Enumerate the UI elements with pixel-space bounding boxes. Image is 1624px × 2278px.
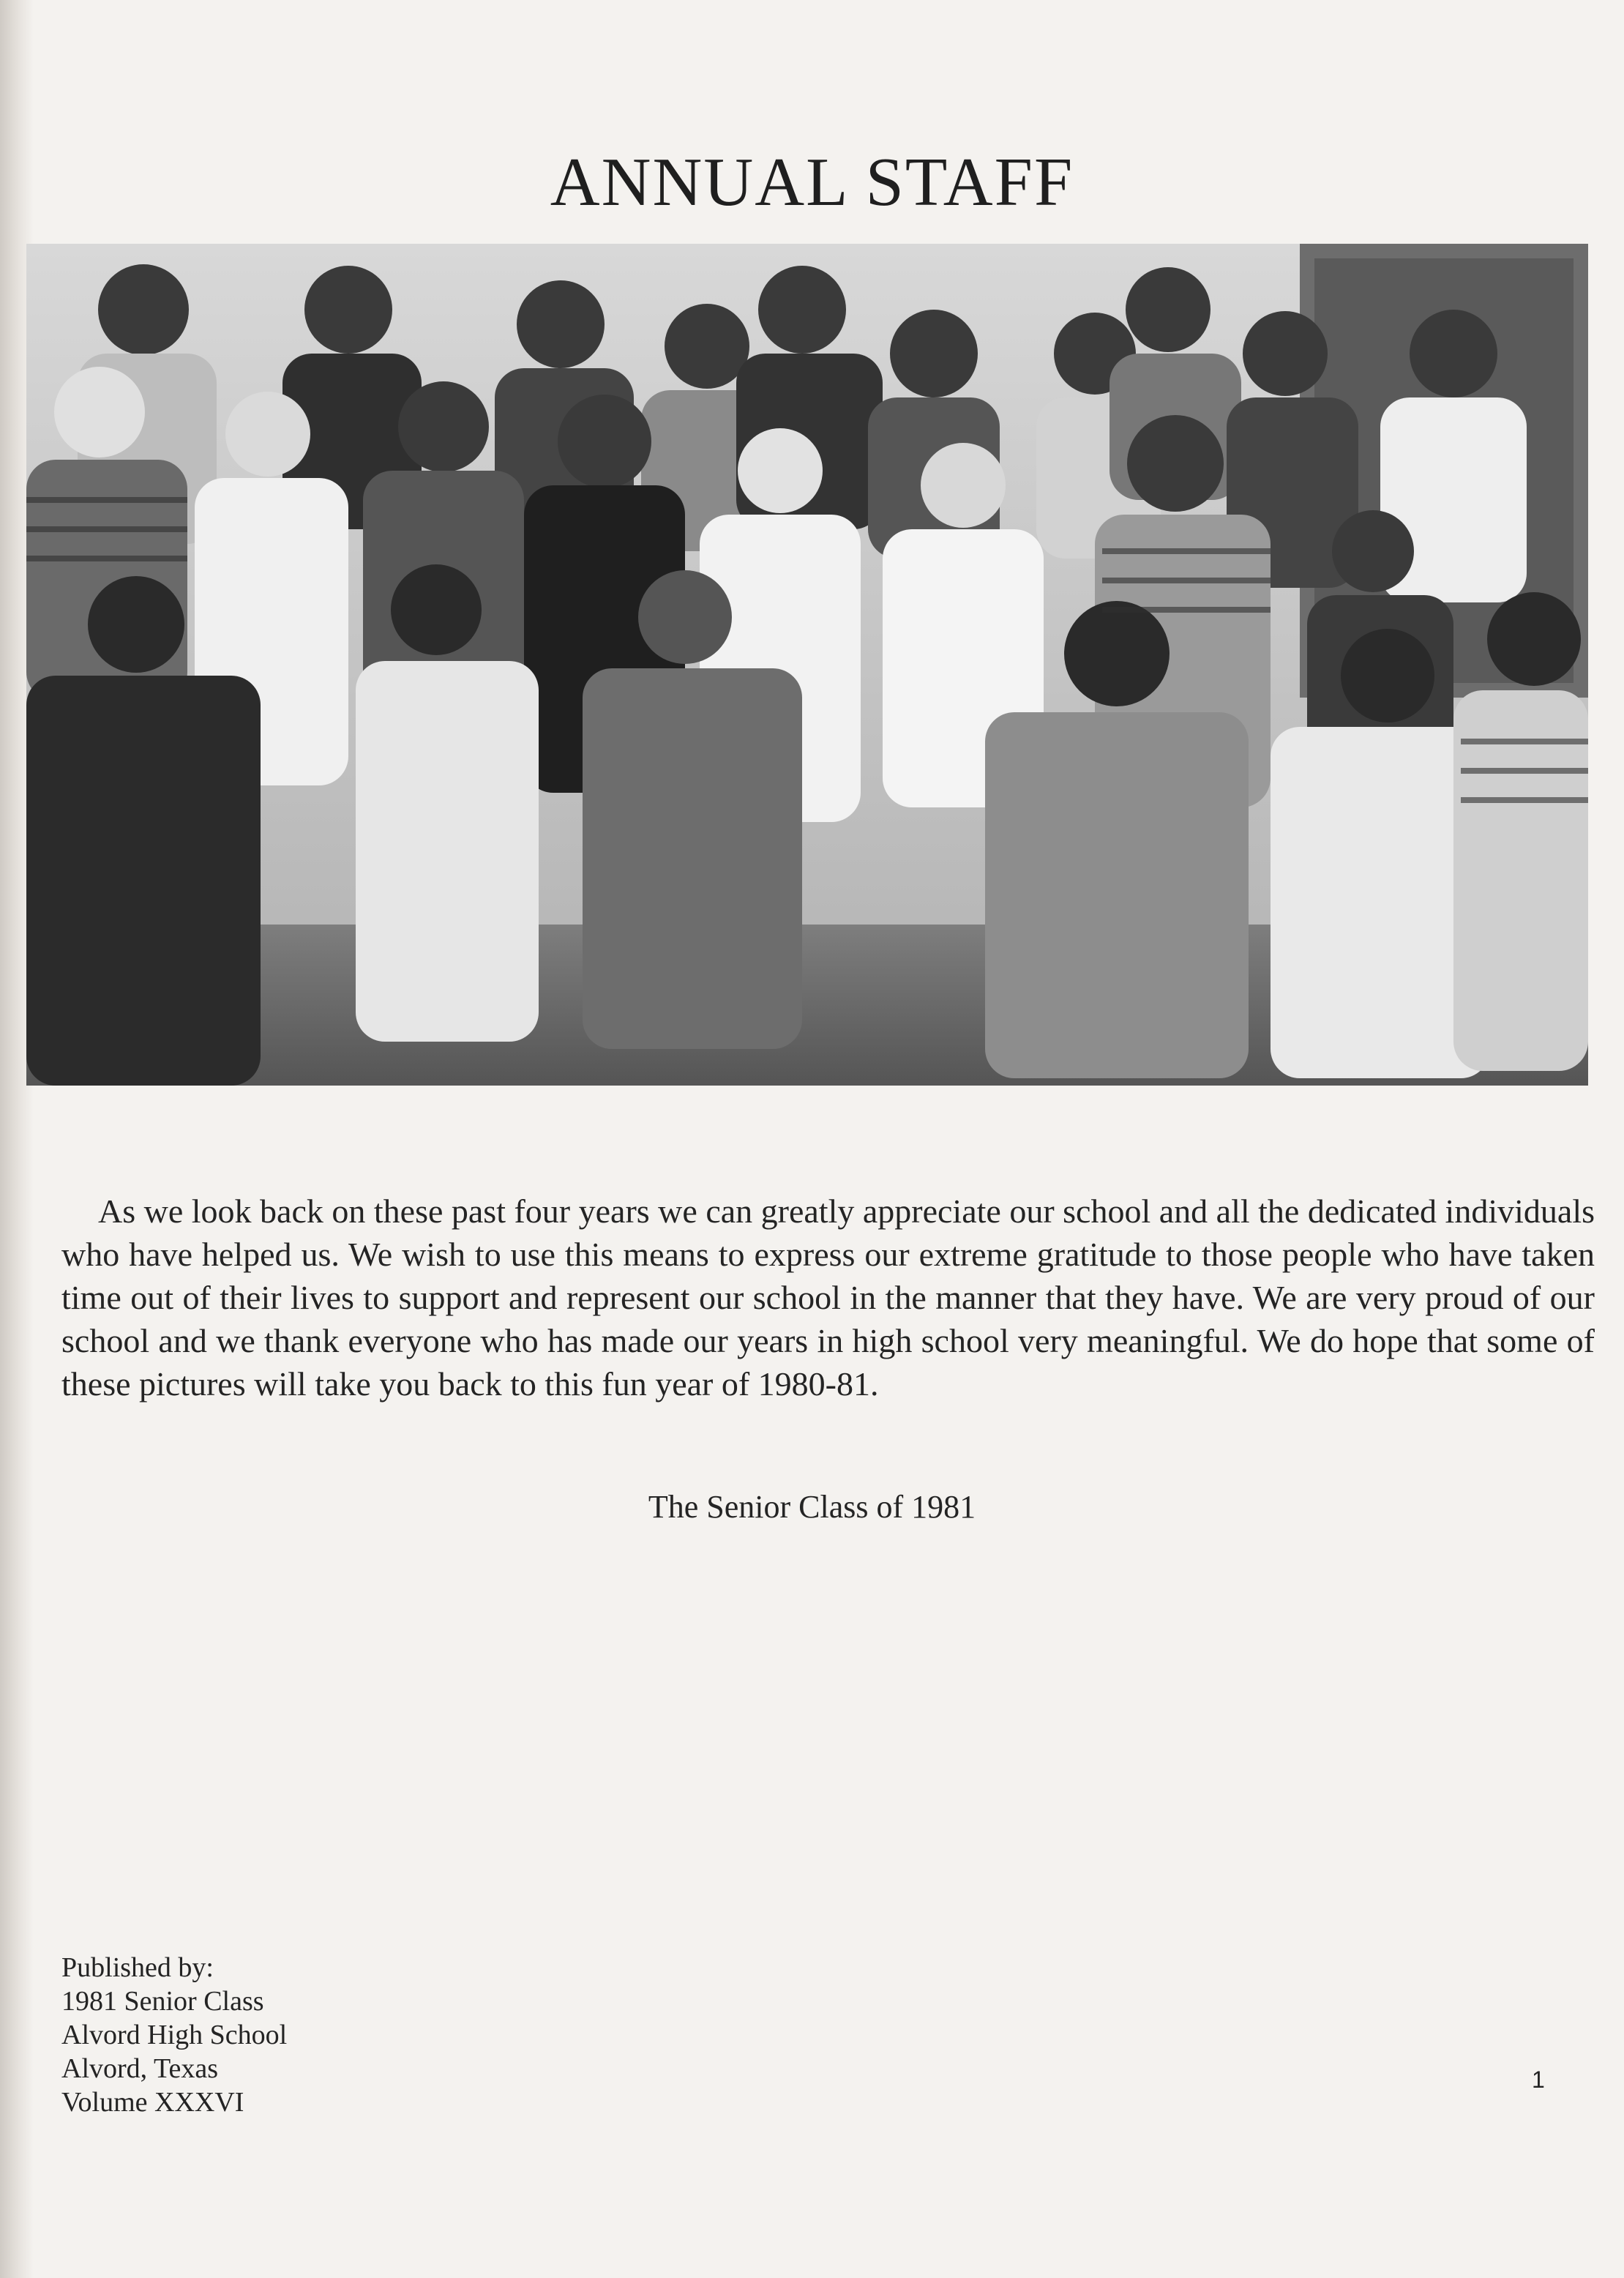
page-title: ANNUAL STAFF xyxy=(550,144,1074,220)
publisher-line: Alvord, Texas xyxy=(61,2053,219,2084)
publisher-line: Volume XXXVI xyxy=(61,2087,244,2118)
publisher-line: Published by: xyxy=(61,1952,214,1983)
publisher-line: Alvord High School xyxy=(61,2020,288,2050)
message-paragraph: As we look back on these past four years we can greatly appreciate our school and all the dedicated individuals who have helped us. We wish to use this means to express our extreme gratitude to those people who have taken time out of their lives to support and represent our school in the manner that they have. We are very proud of our school and we thank everyone who has made our years in high school very meaningful. We do hope that some of these pictures will take you back to this fun year of 1980-81. xyxy=(61,1192,1595,1403)
group-photo xyxy=(26,244,1588,1086)
group-photo-illustration xyxy=(26,244,1588,1086)
page-number: 1 xyxy=(1532,2066,1545,2093)
message-signature: The Senior Class of 1981 xyxy=(648,1489,976,1525)
publisher-line: 1981 Senior Class xyxy=(61,1986,264,2017)
publisher-block xyxy=(61,1951,287,2119)
